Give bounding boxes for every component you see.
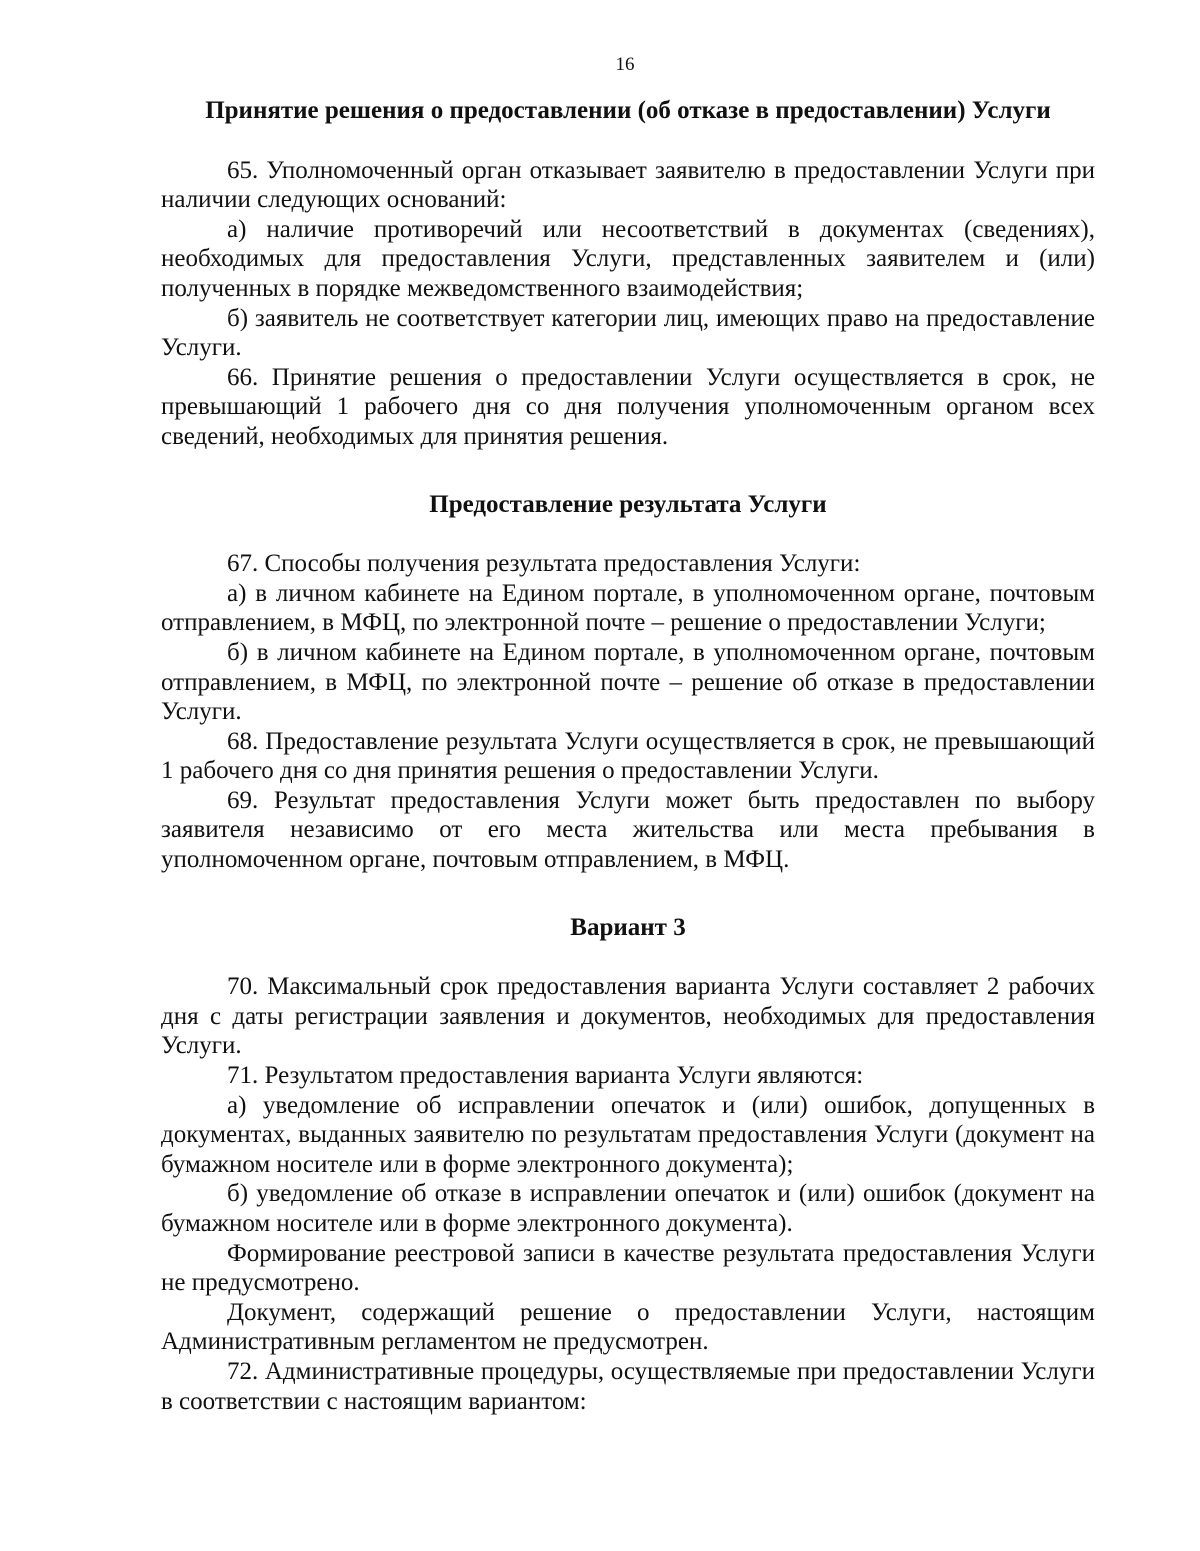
paragraph-71: 71. Результатом предоставления варианта Услуги являются:: [227, 1062, 864, 1090]
paragraph-registry-record: Формирование реестровой записи в качестве результата предоставления Услуги не предусмотрено.: [161, 1239, 1095, 1297]
page-number: 16: [615, 54, 635, 75]
paragraph-71-b: б) уведомление об отказе в исправлении опечаток и (или) ошибок (документ на бумажном носителе или в форме электронного документа).: [161, 1180, 1095, 1237]
document-body: [161, 96, 1095, 1416]
paragraph-decision-document: Документ, содержащий решение о предоставлении Услуги, настоящим Административным регламентом не предусмотрен.: [161, 1298, 1095, 1356]
section-heading-variant-3: Вариант 3: [570, 913, 686, 941]
section-heading-result: Предоставление результата Услуги: [429, 490, 827, 518]
paragraph-67-b: б) в личном кабинете на Едином портале, в уполномоченном органе, почтовым отправлением, в МФЦ, по электронной почте – решение об отказе в предоставлении Услуги.: [161, 638, 1095, 726]
paragraph-68: 68. Предоставление результата Услуги осуществляется в срок, не превышающий 1 рабочего дня со дня принятия решения о предоставлении Услуги.: [161, 727, 1095, 785]
paragraph-66: 66. Принятие решения о предоставлении Услуги осуществляется в срок, не превышающий 1 рабочего дня со дня получения уполномоченным органом всех сведений, необходимых для принятия решения.: [161, 363, 1095, 450]
paragraph-65-b: б) заявитель не соответствует категории лиц, имеющих право на предоставление Услуги.: [161, 304, 1095, 362]
section-heading-decision: Принятие решения о предоставлении (об отказе в предоставлении) Услуги: [205, 97, 1051, 124]
paragraph-69: 69. Результат предоставления Услуги может быть предоставлен по выбору заявителя независимо от его места жительства или места пребывания в уполномоченном органе, почтовым отправлением, в МФЦ.: [161, 786, 1095, 874]
paragraph-72: 72. Административные процедуры, осуществляемые при предоставлении Услуги в соответствии с настоящим вариантом:: [161, 1357, 1095, 1415]
paragraph-67-a: а) в личном кабинете на Едином портале, в уполномоченном органе, почтовым отправлением, в МФЦ, по электронной почте – решение о предоставлении Услуги;: [161, 579, 1095, 637]
paragraph-65-a: а) наличие противоречий или несоответствий в документах (сведениях), необходимых для предоставления Услуги, представленных заявителем и (или) полученных в порядке межведомственного взаимодействия;: [161, 215, 1095, 302]
paragraph-71-a: а) уведомление об исправлении опечаток и (или) ошибок, допущенных в документах, выданных заявителю по результатам предоставления Услуги (документ на бумажном носителе или в форме электронного документа);: [161, 1091, 1095, 1178]
paragraph-70: 70. Максимальный срок предоставления варианта Услуги составляет 2 рабочих дня с даты регистрации заявления и документов, необходимых для предоставления Услуги.: [161, 973, 1095, 1060]
paragraph-65: 65. Уполномоченный орган отказывает заявителю в предоставлении Услуги при наличии следующих оснований:: [161, 156, 1095, 214]
paragraph-67: 67. Способы получения результата предоставления Услуги:: [227, 550, 861, 578]
